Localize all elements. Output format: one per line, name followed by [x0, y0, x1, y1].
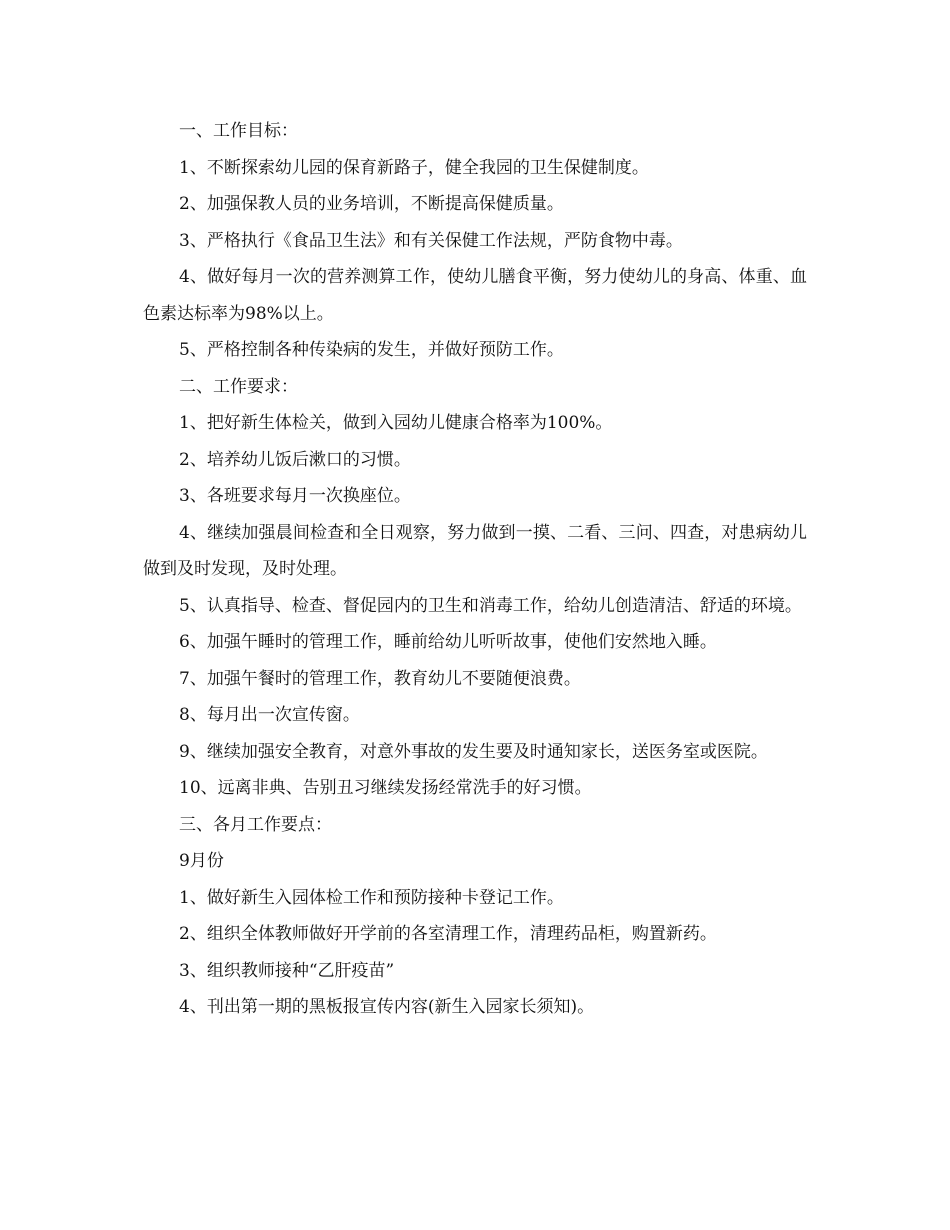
section-heading-monthly: 三、各月工作要点： — [179, 814, 332, 835]
section-heading-goals: 一、工作目标： — [179, 121, 298, 141]
requirement-item-5: 5、认真指导、检查、督促园内的卫生和消毒工作，给幼儿创造清洁、舒适的环境。 — [179, 595, 802, 616]
requirement-item-1: 1、把好新生体检关，做到入园幼儿健康合格率为100%。 — [179, 413, 613, 433]
goal-item-4: 4、做好每月一次的营养测算工作，使幼儿膳食平衡，努力使幼儿的身高、体重、血色素达标率为98%以上。 — [143, 267, 807, 324]
september-item-4: 4、刊出第一期的黑板报宣传内容(新生入园家长须知)。 — [179, 997, 595, 1017]
september-item-2: 2、组织全体教师做好开学前的各室清理工作，清理药品柜，购置新药。 — [179, 924, 717, 944]
requirement-item-8: 8、每月出一次宣传窗。 — [179, 705, 360, 725]
document-body — [143, 113, 807, 1026]
requirement-item-3: 3、各班要求每月一次换座位。 — [179, 486, 411, 506]
goal-item-5: 5、严格控制各种传染病的发生，并做好预防工作。 — [179, 340, 564, 360]
requirement-item-10: 10、远离非典、告别丑习继续发扬经常洗手的好习惯。 — [179, 778, 592, 798]
requirement-item-7: 7、加强午餐时的管理工作，教育幼儿不要随便浪费。 — [179, 668, 581, 689]
requirement-item-9: 9、继续加强安全教育，对意外事故的发生要及时通知家长，送医务室或医院。 — [179, 741, 768, 762]
goal-item-3: 3、严格执行《食品卫生法》和有关保健工作法规，严防食物中毒。 — [179, 230, 683, 251]
section-heading-requirements: 二、工作要求： — [179, 376, 298, 397]
september-item-1: 1、做好新生入园体检工作和预防接种卡登记工作。 — [179, 887, 564, 908]
september-item-3: 3、组织教师接种“乙肝疫苗” — [179, 960, 395, 981]
requirement-item-4: 4、继续加强晨间检查和全日观察，努力做到一摸、二看、三问、四查，对患病幼儿做到及时发现，及时处理。 — [143, 522, 807, 579]
requirement-item-2: 2、培养幼儿饭后漱口的习惯。 — [179, 449, 411, 470]
goal-item-1: 1、不断探索幼儿园的保育新路子，健全我园的卫生保健制度。 — [179, 157, 649, 178]
goal-item-2: 2、加强保教人员的业务培训，不断提高保健质量。 — [179, 194, 564, 214]
month-heading-september: 9月份 — [179, 851, 224, 871]
requirement-item-6: 6、加强午睡时的管理工作，睡前给幼儿听听故事，使他们安然地入睡。 — [179, 632, 717, 652]
